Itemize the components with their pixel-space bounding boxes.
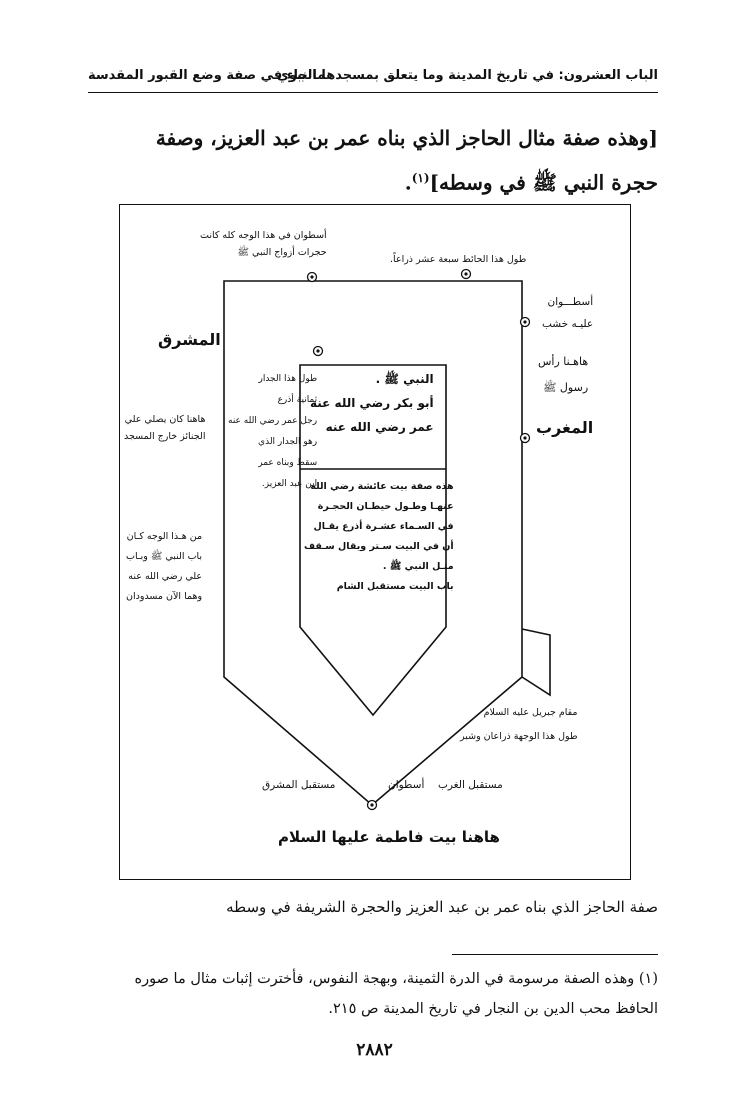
left-wall-note-line: سقط وبناه عمر xyxy=(258,458,318,468)
header-chapter: الباب العشرون: في تاريخ المدينة وما يتعلق بمسجدها النبوي xyxy=(276,68,658,83)
prayer-note-line: الجنائز خارج المسجد xyxy=(124,431,206,442)
aisha-house-note-line: مثـل النبي ﷺ . xyxy=(382,561,454,572)
column-bottom-label: أسطوان xyxy=(388,779,425,791)
header-section: ما جاء في صفة وضع القبور المقدسة xyxy=(88,68,326,83)
intro-line-2-text: حجرة النبي ﷺ في وسطه] xyxy=(429,170,658,195)
door-note xyxy=(126,527,202,607)
prayer-note-line: هاهنا كان يصلي علي xyxy=(124,414,206,425)
running-header xyxy=(88,60,658,90)
footnote xyxy=(88,964,658,1024)
facing-east-label: مستقبل المشرق xyxy=(262,779,336,791)
footnote-rule xyxy=(452,954,658,955)
door-note-line: من هـذا الوجه كـان xyxy=(126,531,203,542)
footnote-line-1: (١) وهذه الصفة مرسومة في الدرة الثمينة، وبهجة النفوس، فأخترت إثبات مثال ما صوره xyxy=(134,971,658,987)
west-label: المغرب xyxy=(536,418,594,437)
door-note-line: وهما الآن مسدودان xyxy=(126,591,203,602)
page-number: ٢٨٨٢ xyxy=(356,1040,393,1060)
head-note-line: هاهـنا رأس xyxy=(538,355,589,368)
intro-line-2 xyxy=(88,158,658,203)
jibril-note xyxy=(460,701,578,749)
jibril-note-line: مقام جبريل عليه السلام xyxy=(483,707,578,718)
footnote-line-2: الحافظ محب الدين بن النجار في تاريخ المدينة ص ٢١٥. xyxy=(328,1001,658,1017)
aisha-house-note-line: في السـماء عشـرة أذرع يقـال xyxy=(313,521,454,532)
top-column-note-line: أسطوان في هذا الوجه كله كانت xyxy=(200,230,327,241)
intro-paragraph xyxy=(88,118,658,203)
door-note-line: باب النبي ﷺ وبـاب xyxy=(126,551,203,562)
grave-label-umar: عمر رضي الله عنه xyxy=(325,420,434,434)
intro-line-1: [وهذه صفة مثال الحاجز الذي بناه عمر بن عبد العزيز، وصفة xyxy=(155,126,658,150)
graves-list xyxy=(310,367,434,439)
prayer-note xyxy=(124,411,205,445)
aisha-house-note-line: باب البيت مستقبل الشام xyxy=(336,581,454,592)
wood-column-note xyxy=(542,291,593,335)
aisha-house-note-line: هذه صفة بيت عائشة رضي الله xyxy=(310,481,454,492)
left-wall-note-line: ابن عبد العزيز. xyxy=(261,479,318,489)
footnote-ref: (١) xyxy=(411,171,430,185)
grave-label-prophet: النبي ﷺ . xyxy=(375,372,434,386)
aisha-house-note-line: عنهـا وطـول حيطـان الحجـرة xyxy=(317,501,454,512)
header-rule xyxy=(88,92,658,93)
top-column-note-line: حجرات أزواج النبي ﷺ xyxy=(237,247,327,258)
wood-column-note-line: أسطـــوان xyxy=(547,296,594,308)
aisha-house-note xyxy=(304,477,454,597)
hujra-diagram xyxy=(119,204,631,880)
figure-caption: صفة الحاجز الذي بناه عمر بن عبد العزيز والحجرة الشريفة في وسطه xyxy=(226,898,658,916)
head-note xyxy=(538,349,588,401)
intro-end: . xyxy=(404,170,412,195)
wood-column-note-line: عليـه خشب xyxy=(542,318,594,330)
grave-label-abu-bakr: أبو بكر رضي الله عنه xyxy=(310,396,434,410)
east-label: المشرق xyxy=(158,330,221,349)
door-note-line: علي رضي الله عنه xyxy=(128,571,203,582)
wall-length-note: طول هذا الحائط سبعة عشر ذراعاً. xyxy=(390,254,527,265)
fatima-house-label: هاهنا بيت فاطمة عليها السلام xyxy=(278,828,500,846)
facing-west-label: مستقبل الغرب xyxy=(438,779,503,791)
left-wall-note-line: رجل عمر رضي الله عنه xyxy=(228,416,318,426)
left-wall-note-line: رهو الجدار الذي xyxy=(258,437,318,447)
jibril-appendix xyxy=(522,629,550,695)
left-wall-note-line: طول هذا الجدار xyxy=(258,374,318,384)
head-note-line: رسول ﷺ xyxy=(543,381,589,394)
left-wall-note-line: ثمانية أذرع xyxy=(277,395,318,405)
aisha-house-note-line: أن في البيت سـتر ويقال سـقف xyxy=(304,541,454,552)
top-column-note xyxy=(200,227,327,261)
jibril-note-line: طول هذا الوجهة ذراعان وشبر xyxy=(460,731,578,742)
